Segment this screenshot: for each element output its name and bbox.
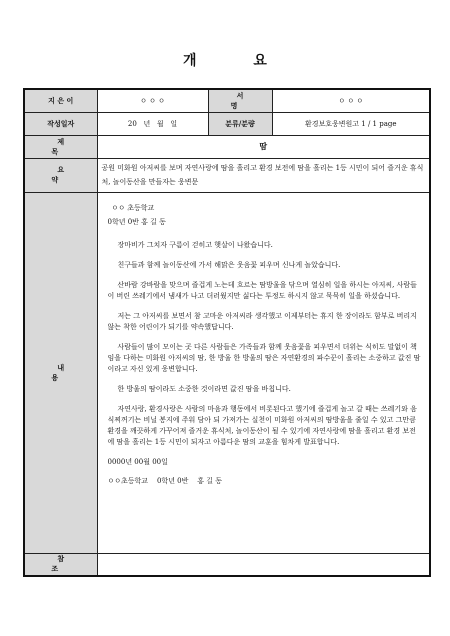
school-name: ㅇㅇ 초등학교 [111,203,155,212]
date-value: 20 년 월 일 [97,112,208,135]
date-label: 작성일자 [24,112,97,135]
paragraph-7: 자연사랑, 환경사랑은 사람의 마음과 행동에서 비롯된다고 했기에 즐겁게 놀고 갈 때는 쓰레기와 음식찌꺼기는 비닐 봉지에 주워 담아 되 가져가는 실천이 미화원 아저씨의 땀방울을 줄일 수 있고 그만큼 환경을 깨끗하게 가꾸어져 즐거운 휴식처, 놀이동산이 될 수 있기에 자연사랑에 땀을 흘리고 환경 보전에 땀을 흘리는 1등 시민이 되자고 아름다운 땀의 교훈을 힘차게 발표합니다. [107,404,417,446]
student-name: 0학년 0반 홍 길 동 [107,217,166,226]
summary-value: 공원 미화원 아저씨를 보며 자연사랑에 땀을 흘리고 환경 보전에 땀을 흘리는 1등 시민이 되어 즐거운 휴식처, 놀이동산을 만들자는 웅변문 [97,158,430,192]
document-form [23,88,431,577]
reference-label: 참 조 [24,553,97,576]
page-title: 개 요 [183,53,293,69]
paragraph-6: 한 방울의 땀이라도 소중한 것이라면 값진 땀을 바칩니다. [117,384,291,393]
paragraph-5: 사람들이 많이 모이는 곳 다른 사람들은 가족들과 함께 웃음꽃을 피우면서 더위는 식히도 말없이 책임을 다하는 미화원 아저씨의 땀, 한 방울 한 방울의 땀은 자연환경의 파수꾼이 흘리는 소중하고 값진 땀이라고 자신 있게 웅변합니다. [107,342,421,373]
paragraph-2: 친구들과 함께 놀이동산에 가서 해맑은 웃음꽃 피우며 신나게 놀았습니다. [117,260,341,269]
summary-label: 요 약 [24,158,97,192]
author-value: ㅇ ㅇ ㅇ [97,89,208,112]
author-label: 지 은 이 [24,89,97,112]
signature-line: ㅇㅇ초등학교 0학년 0반 홍 길 동 [107,476,223,485]
content-date: 0000년 00월 00일 [107,457,168,466]
content-label: 내 용 [24,192,97,553]
subject-label: 제 목 [24,135,97,158]
sign-value: ㅇ ㅇ ㅇ [272,89,430,112]
paragraph-1: 장마비가 그치자 구름이 걷히고 햇살이 나왔습니다. [117,240,273,249]
paragraph-3: 산바람 강바람을 맞으며 즐겁게 노는데 흐르는 땀방울을 닦으며 열심히 일을 하시는 아저씨, 사람들이 버린 쓰레기에서 냄새가 나고 더러웠지만 싫다는 투정도 하시지 않고 묵묵히 일을 하셨습니다. [107,280,417,300]
subject-value: 땀 [97,135,430,158]
reference-value [97,553,430,576]
category-value: 환경보호웅변원고 1 / 1 page [272,112,430,135]
paragraph-4: 저는 그 아저씨를 보면서 참 고마운 아저씨라 생각했고 이제부터는 휴지 한 장이라도 함부로 버리지 않는 착한 어린이가 되기를 약속했답니다. [107,311,417,331]
category-label: 분류/분량 [208,112,272,135]
content-body [97,192,430,553]
sign-label: 서 명 [208,89,272,112]
